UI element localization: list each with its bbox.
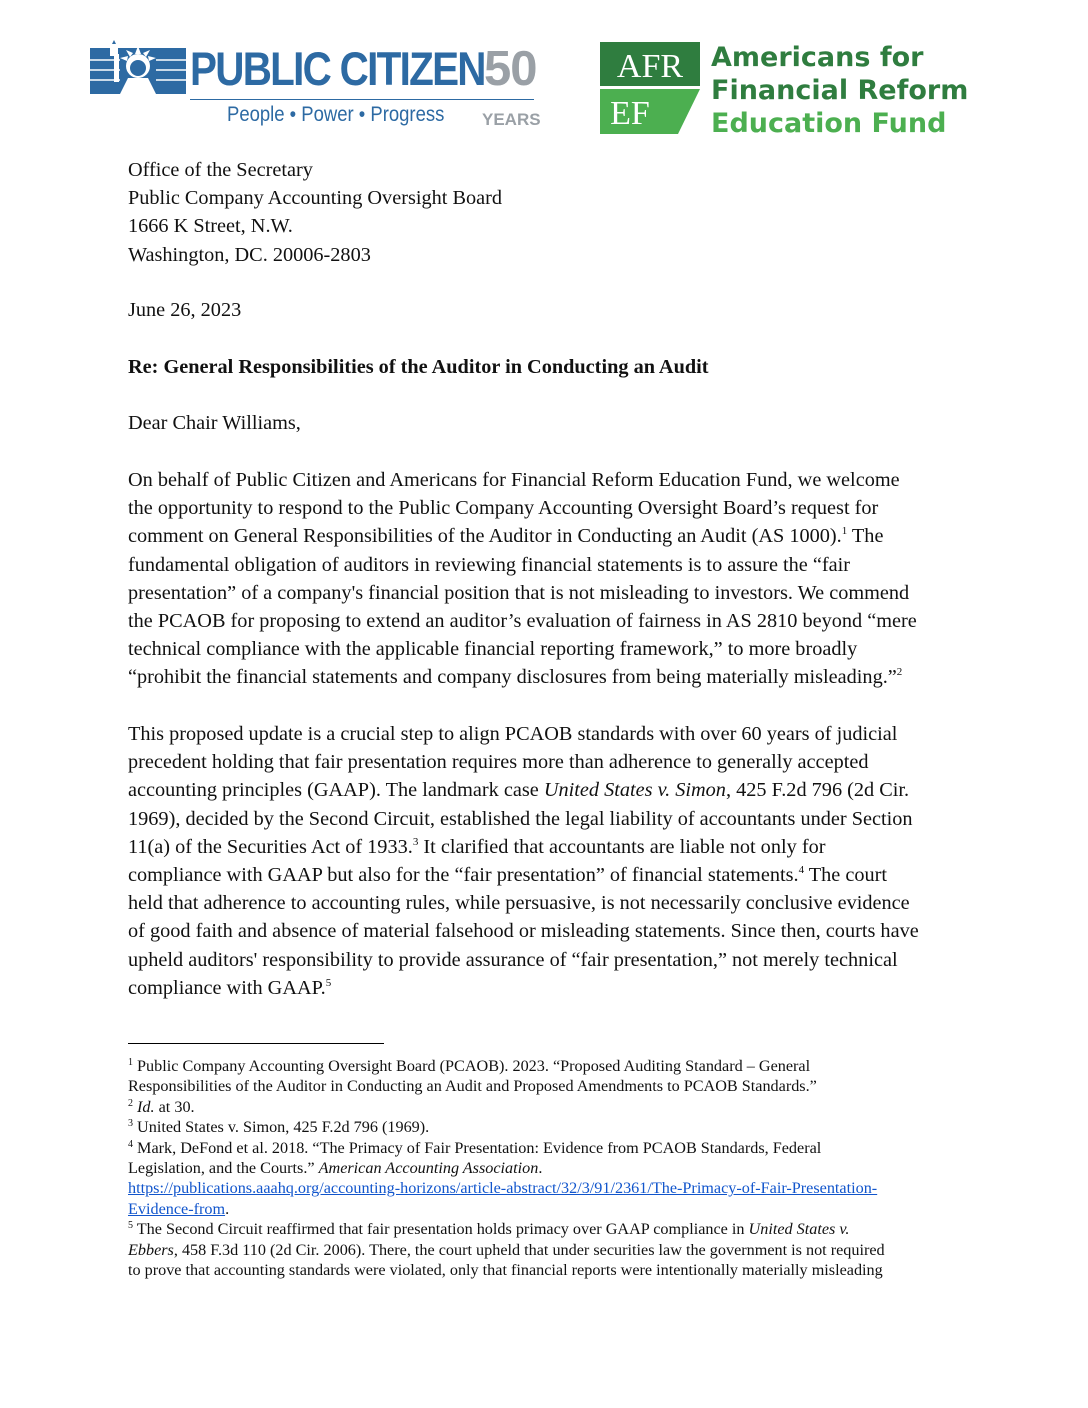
public-citizen-logo <box>90 40 541 132</box>
paragraph-text: , 425 F.2d 796 (2d Cir. <box>725 779 910 802</box>
address-line: Washington, DC. 20006-2803 <box>128 243 371 266</box>
footnote-text <box>128 1178 968 1198</box>
afr-name-line3: Education Fund <box>711 108 947 139</box>
address-line: 1666 K Street, N.W. <box>128 215 293 238</box>
paragraph-line <box>128 861 968 889</box>
footnote-number: 5 <box>128 1220 133 1232</box>
footnote-4 <box>128 1138 968 1158</box>
footnote-text: to prove that accounting standards were violated, only that financial reports were intentionally materially misleading <box>128 1261 883 1280</box>
paragraph-line: the opportunity to respond to the Public Company Accounting Oversight Board’s request for <box>128 497 879 520</box>
paragraph-line: precedent holding that fair presentation requires more than adherence to generally accepted <box>128 751 869 774</box>
footnote-text: at 30. <box>154 1097 195 1116</box>
paragraph-text: The court <box>804 864 888 887</box>
letter-date: June 26, 2023 <box>128 299 242 321</box>
paragraph-text: 11(a) of the Securities Act of 1933. <box>128 835 413 858</box>
anniversary-label: YEARS <box>482 110 541 129</box>
paragraph-line: This proposed update is a crucial step to align PCAOB standards with over 60 years of judicial <box>128 723 898 745</box>
footnote-number: 1 <box>128 1057 133 1068</box>
footnote-ref-2[interactable]: 2 <box>896 666 903 679</box>
footnote-1 <box>128 1056 968 1076</box>
footnote-number: 3 <box>128 1118 133 1130</box>
afr-mark-top: AFR <box>616 48 684 85</box>
footnote-ref-3[interactable]: 3 <box>412 835 419 848</box>
footnote-text: Responsibilities of the Auditor in Conducting an Audit and Proposed Amendments to PCAOB Standards.” <box>128 1077 817 1096</box>
public-citizen-wordmark: PUBLIC CITIZEN <box>190 42 485 95</box>
paragraph-text: compliance with GAAP. <box>128 976 326 999</box>
body-paragraph-1 <box>128 466 968 692</box>
paragraph-line: held that adherence to accounting rules, while persuasive, is not necessarily conclusive evidence <box>128 892 910 915</box>
paragraph-line <box>128 974 968 1002</box>
paragraph-line <box>128 522 968 550</box>
paragraph-text: accounting principles (GAAP). The landmark case <box>128 779 544 802</box>
case-name: United States v. Simon <box>543 779 726 802</box>
article-link[interactable]: https://publications.aaahq.org/accounting-horizons/article-abstract/32/3/91/2361/The-Primacy-of-Fair-Presentation- <box>128 1179 878 1198</box>
address-line: Office of the Secretary <box>128 159 313 181</box>
paragraph-text: comment on General Responsibilities of the Auditor in Conducting an Audit (AS 1000). <box>128 525 842 548</box>
footnote-text: Mark, DeFond et al. 2018. “The Primacy of Fair Presentation: Evidence from PCAOB Standards, Federal <box>133 1138 822 1157</box>
footnote-divider <box>128 1043 384 1044</box>
afr-mark-bottom: EF <box>610 95 650 132</box>
article-link-continued[interactable]: Evidence-from <box>128 1199 226 1218</box>
paragraph-line: 1969), decided by the Second Circuit, established the legal liability of accountants under Section <box>128 807 913 830</box>
footnote-text: , 458 F.3d 110 (2d Cir. 2006). There, the court upheld that under securities law the government is not required <box>173 1240 885 1259</box>
footnote-text: The Second Circuit reaffirmed that fair presentation holds primacy over GAAP compliance in <box>133 1220 749 1239</box>
body-paragraph-2 <box>128 720 968 1002</box>
case-name: Ebbers <box>128 1240 174 1259</box>
footnotes <box>128 1056 968 1280</box>
paragraph-text: It clarified that accountants are liable not only for <box>418 835 826 858</box>
paragraph-text: compliance with GAAP but also for the “fair presentation” of financial statements. <box>128 864 799 887</box>
paragraph-line: fundamental obligation of auditors in reviewing financial statements is to assure the “fair <box>128 553 851 576</box>
footnote-text: . <box>225 1199 230 1218</box>
footnote-3 <box>128 1117 968 1137</box>
paragraph-line: the PCAOB for proposing to extend an auditor’s evaluation of fairness in AS 2810 beyond “mere <box>128 610 917 633</box>
address-line: Public Company Accounting Oversight Board <box>128 187 503 210</box>
case-name: United States v. <box>748 1220 850 1239</box>
footnote-ref-4[interactable]: 4 <box>798 864 805 877</box>
footnote-text <box>128 1240 968 1260</box>
footnote-text <box>128 1158 968 1178</box>
footnote-text: Public Company Accounting Oversight Board (PCAOB). 2023. “Proposed Auditing Standard – General <box>133 1057 811 1075</box>
anniversary-number: 50 <box>484 42 537 96</box>
paragraph-line <box>128 776 968 804</box>
footnote-number: 2 <box>128 1097 133 1109</box>
paragraph-line <box>128 833 968 861</box>
journal-name: American Accounting Association <box>318 1159 539 1178</box>
paragraph-line: of good faith and absence of material falsehood or misleading statements. Since then, courts have <box>128 920 919 943</box>
footnote-text: United States v. Simon, 425 F.2d 796 (1969). <box>133 1118 430 1137</box>
paragraph-line: On behalf of Public Citizen and Americans for Financial Reform Education Fund, we welcome <box>128 469 900 491</box>
footnote-2 <box>128 1097 968 1117</box>
footnote-text: . <box>538 1159 543 1178</box>
footnote-text <box>128 1199 968 1219</box>
paragraph-line: presentation” of a company's financial position that is not misleading to investors. We commend <box>128 581 910 604</box>
salutation: Dear Chair Williams, <box>128 412 301 434</box>
public-citizen-tagline: People • Power • Progress <box>227 103 445 126</box>
footnote-text: Legislation, and the Courts.” <box>128 1159 319 1178</box>
logo-divider <box>190 99 534 100</box>
paragraph-line: upheld auditors' responsibility to provide assurance of “fair presentation,” not merely technical <box>128 948 898 971</box>
paragraph-text: The <box>847 525 884 548</box>
footnote-ref-5[interactable]: 5 <box>325 976 332 989</box>
afr-name-line2: Financial Reform <box>711 75 969 106</box>
afr-ef-mark-icon <box>600 42 700 134</box>
paragraph-line: technical compliance with the applicable financial reporting framework,” to more broadly <box>128 638 858 661</box>
footnote-5 <box>128 1219 968 1239</box>
paragraph-text: “prohibit the financial statements and company disclosures from being materially misleading.” <box>128 666 897 689</box>
footnote-ref-1[interactable]: 1 <box>841 525 848 538</box>
afr-education-fund-logo <box>600 42 970 138</box>
footnote-number: 4 <box>128 1138 133 1150</box>
paragraph-line <box>128 663 968 691</box>
footnote-id-abbrev: Id. <box>137 1097 155 1116</box>
subject-line: Re: General Responsibilities of the Auditor in Conducting an Audit <box>128 356 709 378</box>
afr-name-line1: Americans for <box>711 42 924 73</box>
recipient-address <box>128 156 968 269</box>
statue-of-liberty-icon <box>90 40 186 94</box>
